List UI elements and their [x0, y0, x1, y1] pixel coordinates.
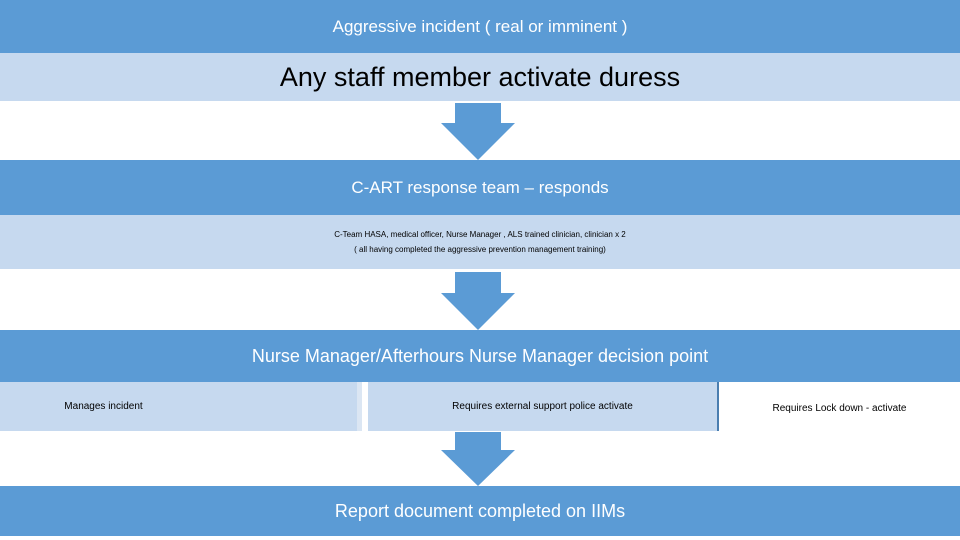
step-activate-duress-label: Any staff member activate duress — [279, 61, 681, 92]
option-manages-incident-label: Manages incident — [64, 401, 143, 412]
flow-arrow-3 — [441, 432, 515, 486]
option-lock-down-label: Requires Lock down - activate — [772, 402, 907, 414]
step-activate-duress — [0, 53, 960, 101]
step-incident-label: Aggressive incident ( real or imminent ) — [332, 16, 628, 36]
flow-arrow-1 — [441, 103, 515, 160]
option-lock-down — [719, 382, 960, 431]
step-report-label: Report document completed on IIMs — [334, 500, 626, 521]
step-response-team-detail — [0, 215, 960, 269]
team-training-note: ( all having completed the aggressive prevention management training) — [354, 245, 606, 254]
step-decision-point — [0, 330, 960, 382]
step-report — [0, 486, 960, 536]
step-incident — [0, 0, 960, 53]
option-external-support — [368, 382, 719, 431]
option-manages-incident — [0, 382, 362, 431]
step-decision-point-label: Nurse Manager/Afterhours Nurse Manager decision point — [251, 345, 709, 366]
step-response-team — [0, 160, 960, 215]
flow-arrow-2 — [441, 272, 515, 330]
option-external-support-label: Requires external support police activate — [452, 401, 633, 412]
step-response-team-label: C-ART response team – responds — [351, 177, 609, 197]
team-members-text: C-Team HASA, medical officer, Nurse Manager , ALS trained clinician, clinician x 2 — [334, 230, 626, 239]
